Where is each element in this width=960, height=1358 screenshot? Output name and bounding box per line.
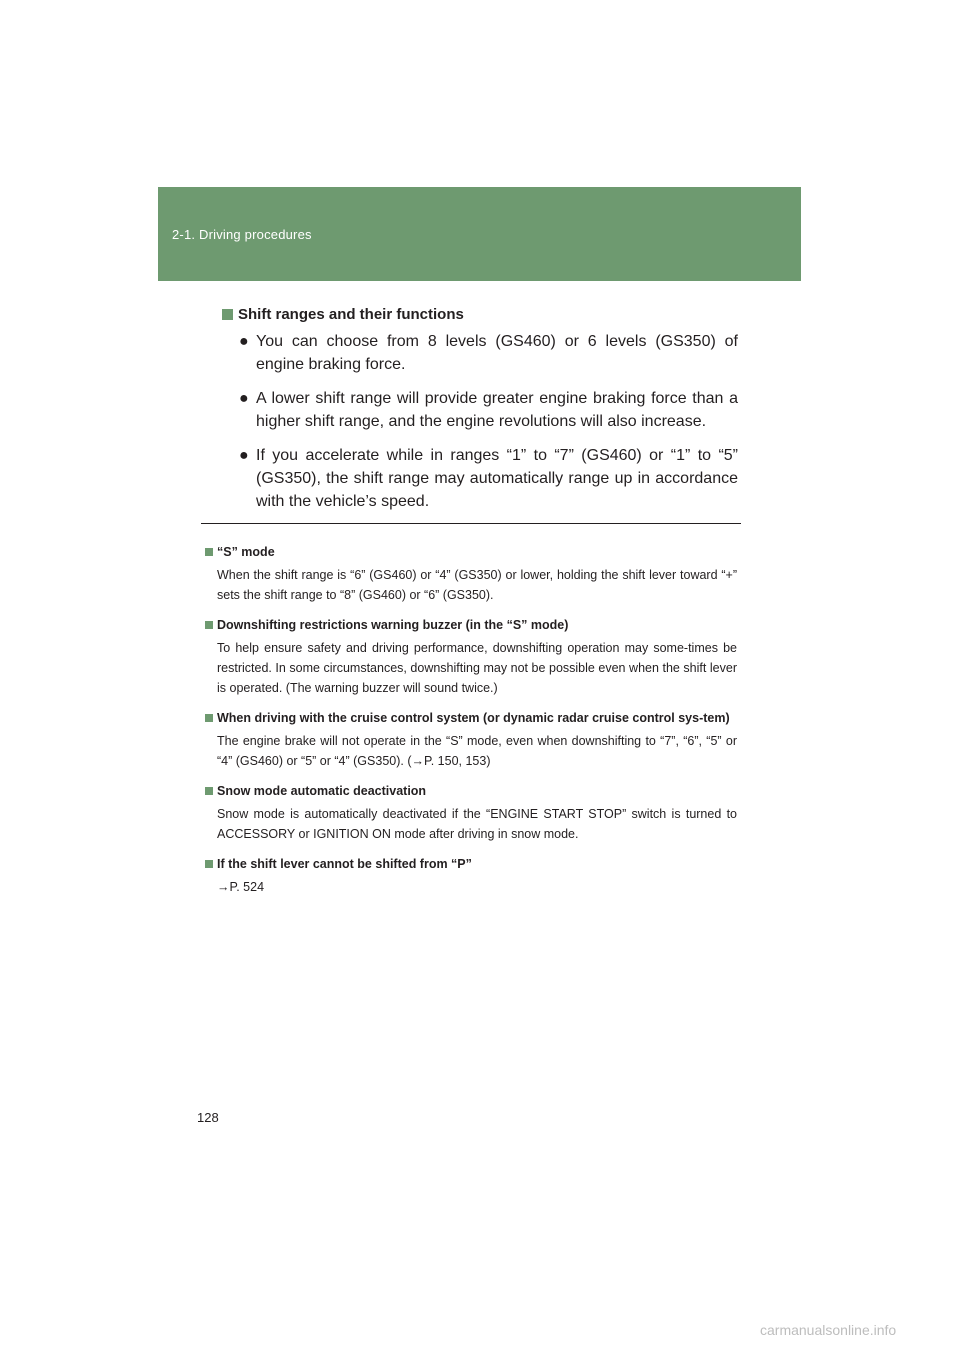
section-title: 2-1. Driving procedures (172, 227, 312, 242)
square-bullet-icon (205, 787, 213, 795)
list-item: ● A lower shift range will provide greater engine braking force than a higher shift range, and the engine revolutions will also increase. (240, 387, 738, 433)
square-bullet-icon (205, 548, 213, 556)
note-title: Snow mode automatic deactivation (217, 784, 427, 798)
note-body: The engine brake will not operate in the “S” mode, even when downshifting to “7”, “6”, “5” or “4” (GS460) or “5” or “4” (GS350). (→P. 150, 153) (217, 734, 737, 768)
list-item: ● You can choose from 8 levels (GS460) or 6 levels (GS350) of engine braking force. (240, 330, 738, 376)
square-bullet-icon (205, 860, 213, 868)
notes-section (205, 542, 737, 907)
circle-bullet-icon: ● (239, 333, 249, 350)
watermark: carmanualsonline.info (760, 1322, 897, 1338)
note (205, 615, 737, 698)
note-body: Snow mode is automatically deactivated if the “ENGINE START STOP” switch is turned to ACCESSORY or IGNITION ON mode after driving in snow mode. (217, 807, 737, 841)
main-heading (222, 306, 464, 323)
note-body: To help ensure safety and driving performance, downshifting operation may some-times be restricted. In some circumstances, downshifting may not be possible even when the shift lever is operated. (The warning buzzer will sound twice.) (217, 641, 737, 695)
square-bullet-icon (205, 621, 213, 629)
note (205, 854, 737, 897)
note-title: When driving with the cruise control system (or dynamic radar cruise control sys-tem) (217, 711, 730, 725)
square-bullet-icon (222, 309, 233, 320)
note-title: “S” mode (217, 545, 275, 559)
note (205, 708, 737, 771)
note-body: When the shift range is “6” (GS460) or “4” (GS350) or lower, holding the shift lever toward “+” sets the shift range to “8” (GS460) or “6” (GS350). (217, 568, 737, 602)
note (205, 542, 737, 605)
square-bullet-icon (205, 714, 213, 722)
list-item: ● If you accelerate while in ranges “1” to “7” (GS460) or “1” to “5” (GS350), the shift range may automatically range up in accordance with the vehicle’s speed. (240, 444, 738, 513)
note-title: Downshifting restrictions warning buzzer (in the “S” mode) (217, 618, 569, 632)
note-body: →P. 524 (217, 880, 265, 894)
divider (201, 523, 741, 524)
section-header-bar (158, 187, 801, 281)
circle-bullet-icon: ● (239, 390, 249, 407)
note-title: If the shift lever cannot be shifted from “P” (217, 857, 472, 871)
page-number: 128 (197, 1110, 219, 1125)
circle-bullet-icon: ● (239, 447, 249, 464)
note (205, 781, 737, 844)
main-heading-text: Shift ranges and their functions (238, 306, 464, 323)
bullet-list (240, 330, 738, 524)
